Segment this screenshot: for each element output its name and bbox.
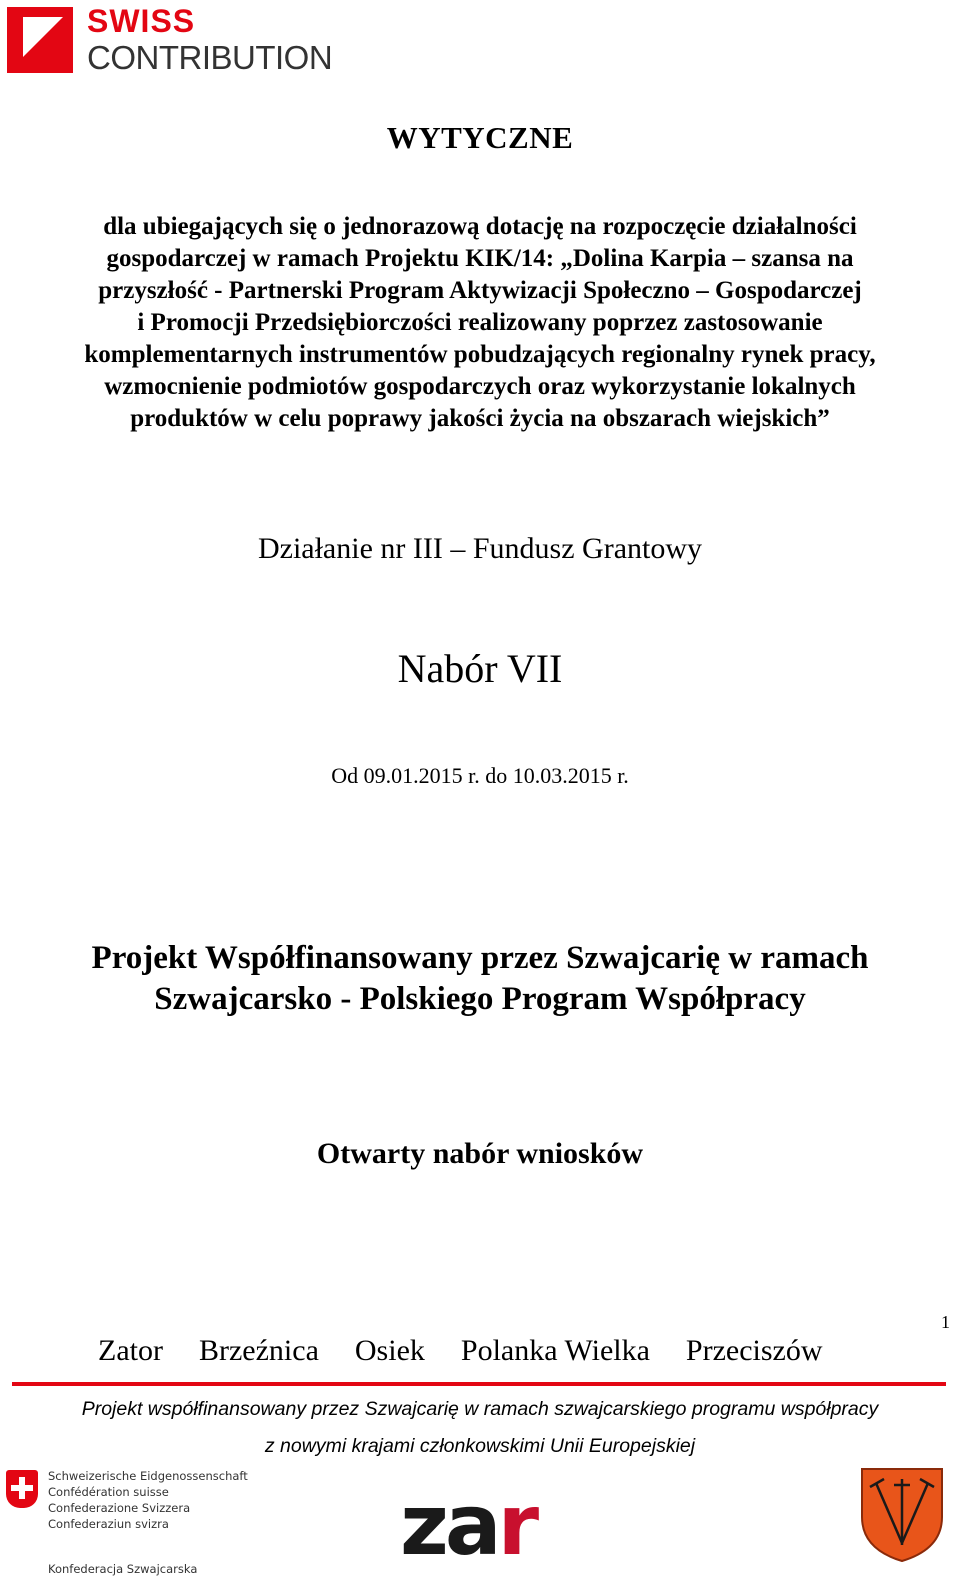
subtitle-line: i Promocji Przedsiębiorczości realizowany poprzez zastosowanie	[137, 309, 823, 336]
municipality-item: Osiek	[354, 1334, 425, 1367]
open-call-heading: Otwarty nabór wniosków	[316, 1137, 644, 1170]
document-title: WYTYCZNE	[386, 120, 574, 155]
subtitle-line: komplementarnych instrumentów pobudzających regionalny rynek pracy,	[84, 341, 876, 368]
cofinance-line: Projekt Współfinansowany przez Szwajcarię w ramach	[91, 940, 869, 976]
confederation-names	[48, 1468, 248, 1532]
confederation-name: Confederaziun svizra	[48, 1517, 169, 1531]
municipality-item: Brzeźnica	[198, 1334, 319, 1367]
subtitle-line: wzmocnienie podmiotów gospodarczych oraz wykorzystanie lokalnych	[104, 373, 856, 400]
cofinance-line: Szwajcarsko - Polskiego Program Współpracy	[154, 981, 806, 1017]
confederation-name-polish: Konfederacja Szwajcarska	[48, 1562, 198, 1576]
municipalities-list	[98, 1334, 898, 1368]
action-heading: Działanie nr III – Fundusz Grantowy	[257, 532, 703, 565]
swiss-contribution-logo	[7, 4, 337, 76]
swiss-contribution-mark-icon	[7, 7, 73, 73]
logo-word-swiss: SWISS	[87, 3, 196, 39]
subtitle-line: gospodarczej w ramach Projektu KIK/14: „Dolina Karpia – szansa na	[106, 245, 854, 272]
municipality-item: Zator	[98, 1334, 163, 1367]
subtitle-line: dla ubiegających się o jednorazową dotację na rozpoczęcie działalności	[103, 213, 857, 240]
confederation-name: Confederazione Svizzera	[48, 1501, 191, 1515]
call-dates: Od 09.01.2015 r. do 10.03.2015 r.	[331, 763, 629, 788]
footer-divider	[12, 1382, 946, 1386]
swiss-confederation-logo	[6, 1468, 256, 1583]
zar-logo-dark: za	[400, 1476, 498, 1574]
confederation-name: Schweizerische Eidgenossenschaft	[48, 1469, 248, 1483]
swiss-cross-bar	[11, 1485, 33, 1491]
municipality-item: Przeciszów	[685, 1334, 823, 1367]
page-number: 1	[941, 1312, 950, 1332]
call-number-heading: Nabór VII	[397, 646, 563, 691]
document-subtitle	[30, 211, 930, 435]
zar-logo-red: r	[497, 1476, 536, 1574]
footer-line: z nowymi krajami członkowskimi Unii Europejskiej	[264, 1435, 696, 1457]
coat-of-arms-icon	[858, 1465, 946, 1563]
subtitle-line: przyszłość - Partnerski Program Aktywizacji Społeczno – Gospodarczej	[98, 277, 862, 304]
footer-line: Projekt współfinansowany przez Szwajcarię w ramach szwajcarskiego programu współpracy	[81, 1398, 879, 1420]
zar-logo	[400, 1476, 600, 1574]
subtitle-line: produktów w celu poprawy jakości życia na obszarach wiejskich”	[130, 405, 830, 432]
municipality-item: Polanka Wielka	[460, 1334, 650, 1367]
cofinance-statement	[0, 938, 960, 1020]
logo-word-contribution: CONTRIBUTION	[87, 39, 333, 76]
confederation-name: Confédération suisse	[48, 1485, 169, 1499]
